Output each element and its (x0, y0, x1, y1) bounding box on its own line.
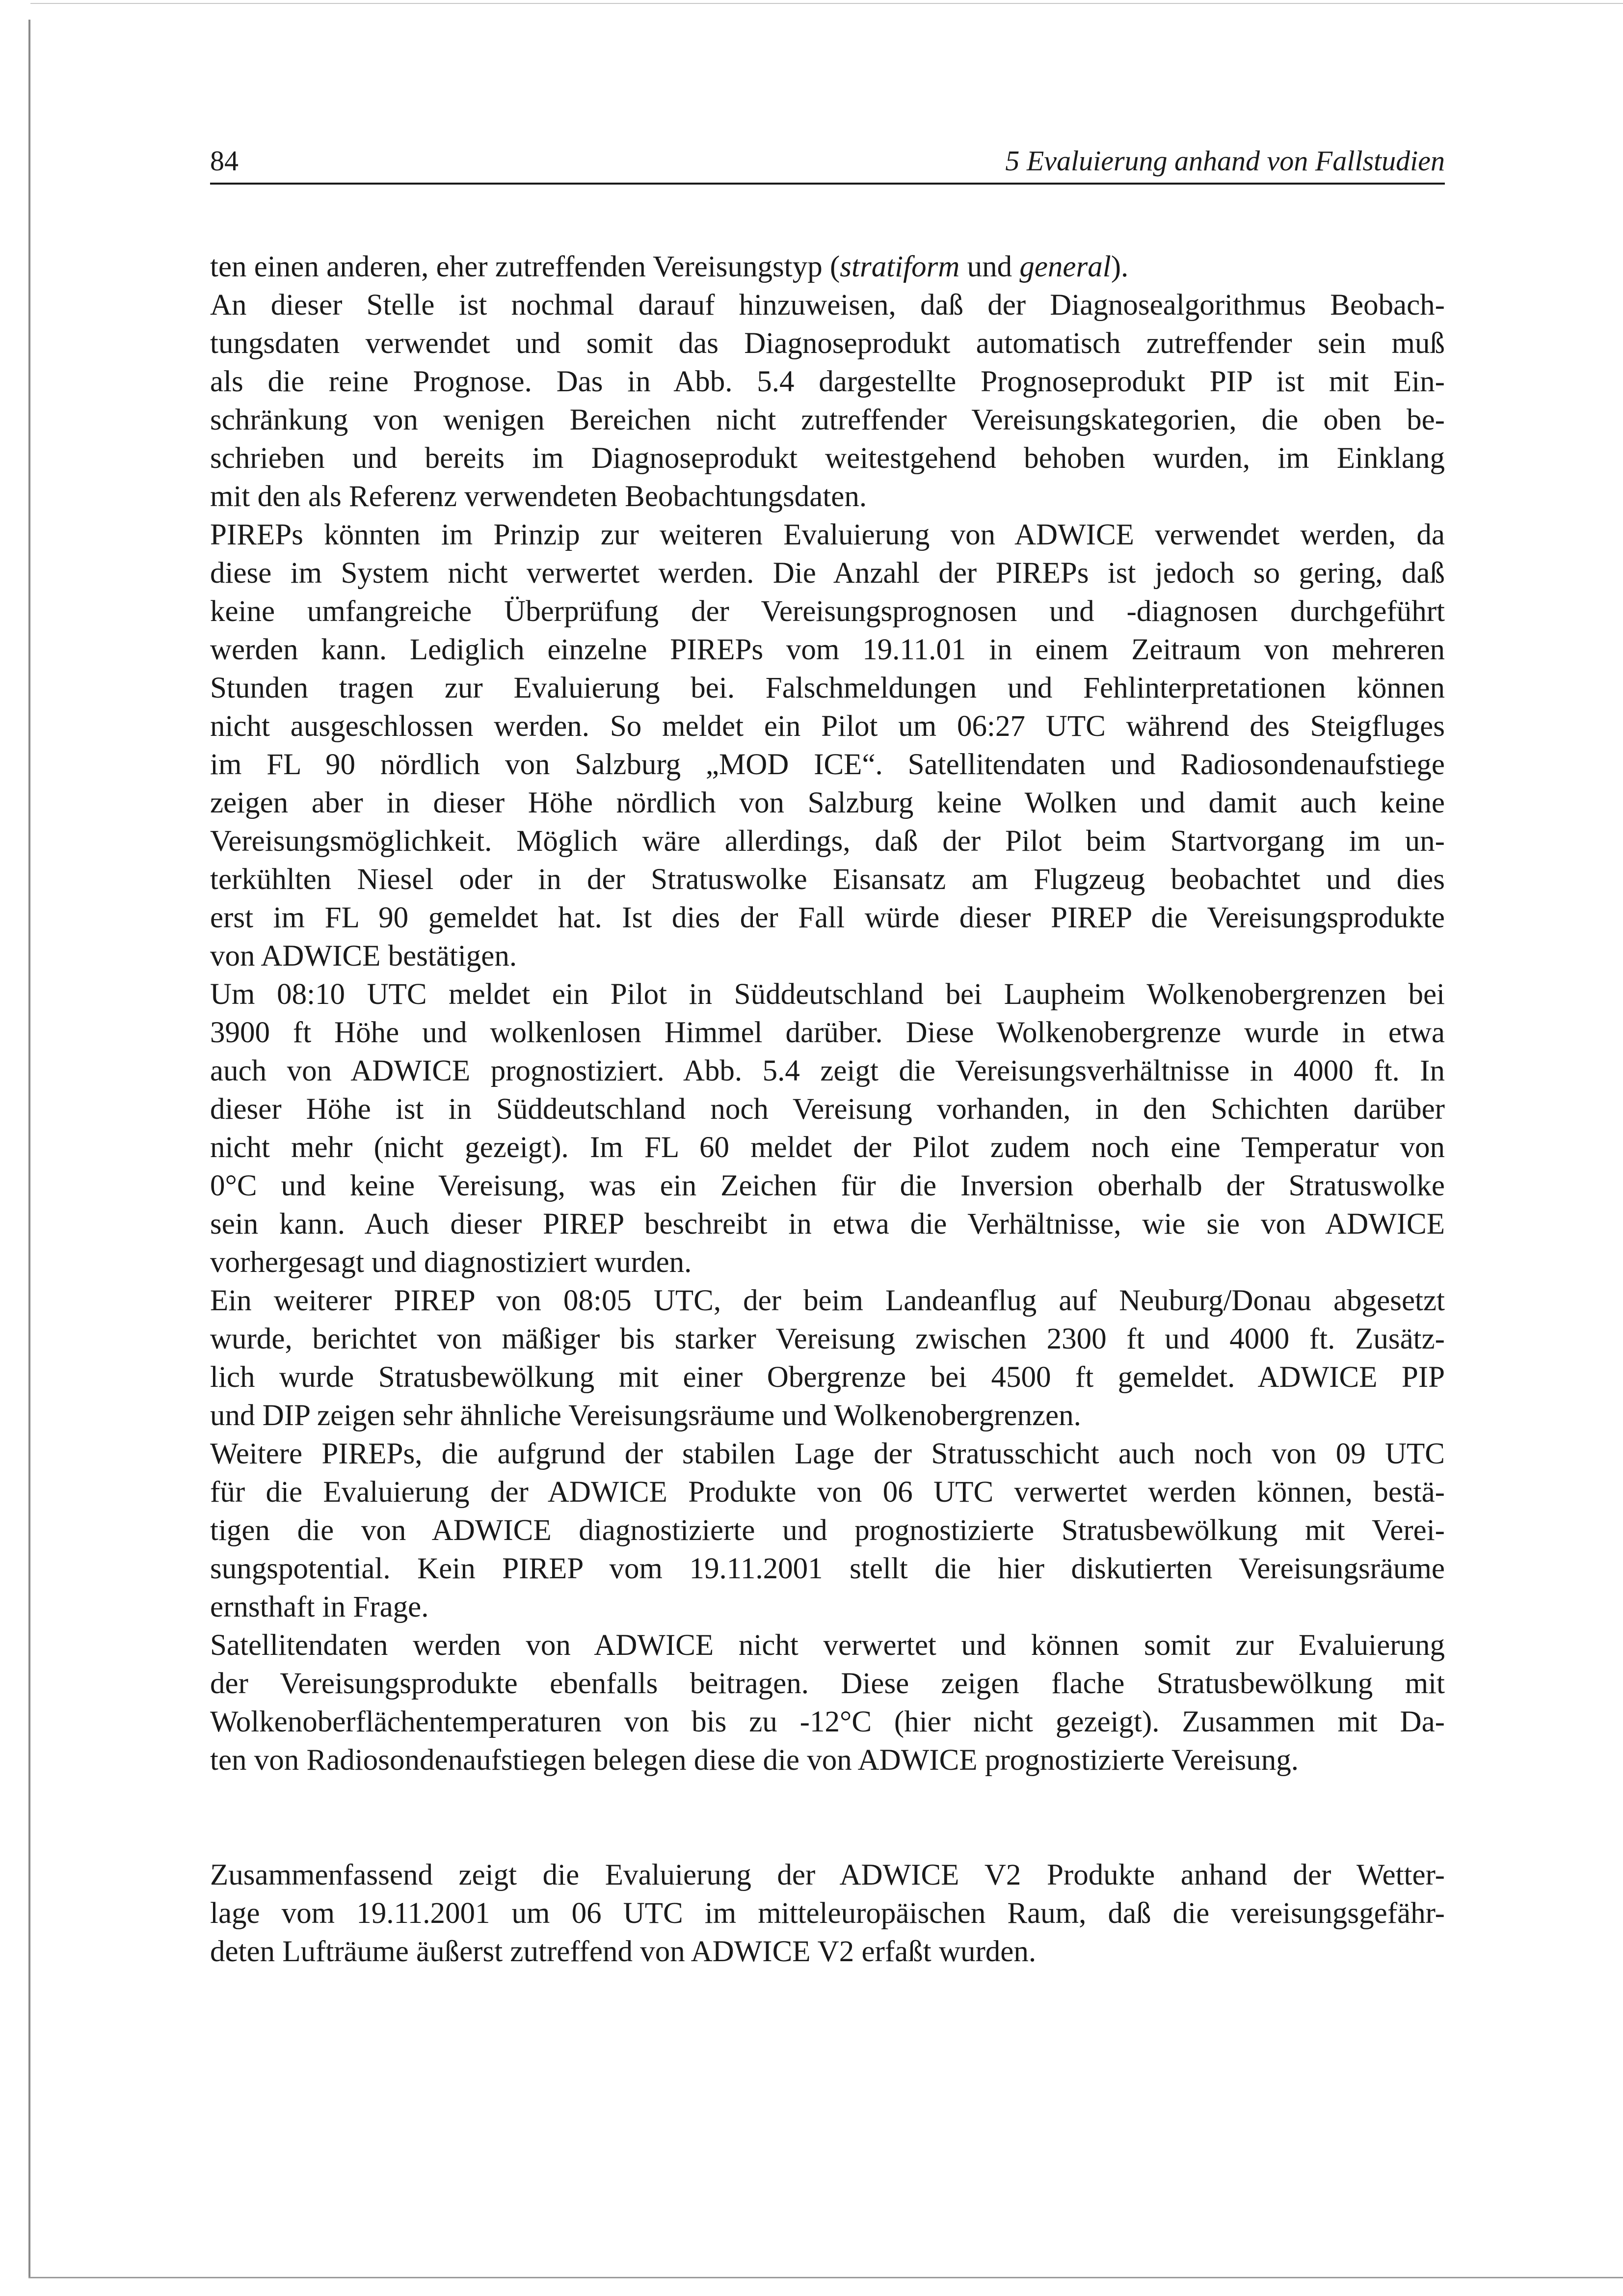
text-line: nicht ausgeschlossen werden. So meldet ein Pilot um 06:27 UTC während des Steigfluges (210, 710, 1445, 743)
text-line: Satellitendaten werden von ADWICE nicht verwertet und können somit zur Evaluierung (210, 1629, 1445, 1662)
text-line: keine umfangreiche Überprüfung der Vereisungsprognosen und -diagnosen durchgeführt (210, 595, 1445, 628)
scan-edge-bottom (28, 2277, 1623, 2278)
text-line: Ein weiterer PIREP von 08:05 UTC, der beim Landeanflug auf Neuburg/Donau abgesetzt (210, 1284, 1445, 1317)
text-line: ernsthaft in Frage. (210, 1591, 429, 1623)
page-number: 84 (210, 145, 239, 177)
scan-edge-top (30, 3, 1623, 4)
text-line: sungspotential. Kein PIREP vom 19.11.2001 stellt die hier diskutierten Vereisungsräume (210, 1552, 1445, 1585)
text-line: Wolkenoberflächentemperaturen von bis zu -12°C (hier nicht gezeigt). Zusammen mit Da- (210, 1705, 1445, 1738)
text-line: lich wurde Stratusbewölkung mit einer Obergrenze bei 4500 ft gemeldet. ADWICE PIP (210, 1361, 1445, 1394)
page-header (210, 141, 1445, 185)
text-line: auch von ADWICE prognostiziert. Abb. 5.4 zeigt die Vereisungsverhältnisse in 4000 ft. In (210, 1054, 1445, 1087)
text-line: dieser Höhe ist in Süddeutschland noch Vereisung vorhanden, in den Schichten darüber (210, 1093, 1445, 1126)
text-line: Stunden tragen zur Evaluierung bei. Falschmeldungen und Fehlinterpretationen können (210, 672, 1445, 704)
text-line: deten Lufträume äußerst zutreffend von ADWICE V2 erfaßt wurden. (210, 1935, 1037, 1968)
running-head: 5 Evaluierung anhand von Fallstudien (1005, 145, 1445, 177)
text-line: Weitere PIREPs, die aufgrund der stabilen Lage der Stratusschicht auch noch von 09 UTC (210, 1437, 1445, 1470)
text-line: mit den als Referenz verwendeten Beobachtungsdaten. (210, 480, 867, 513)
emphasis: stratiform (840, 250, 960, 283)
text-line: für die Evaluierung der ADWICE Produkte von 06 UTC verwertet werden können, bestä- (210, 1476, 1445, 1509)
text-line: Um 08:10 UTC meldet ein Pilot in Süddeutschland bei Laupheim Wolkenobergrenzen bei (210, 978, 1445, 1011)
text-line: tungsdaten verwendet und somit das Diagnoseprodukt automatisch zutreffender sein muß (210, 327, 1445, 360)
text-line: nicht mehr (nicht gezeigt). Im FL 60 meldet der Pilot zudem noch eine Temperatur von (210, 1131, 1445, 1164)
text-line: von ADWICE bestätigen. (210, 940, 517, 972)
text-line: lage vom 19.11.2001 um 06 UTC im mitteleuropäischen Raum, daß die vereisungsgefähr- (210, 1897, 1445, 1930)
text-line: schränkung von wenigen Bereichen nicht zutreffender Vereisungskategorien, die oben be- (210, 404, 1445, 436)
text-line: sein kann. Auch dieser PIREP beschreibt in etwa die Verhältnisse, wie sie von ADWICE (210, 1208, 1445, 1241)
text-line: und DIP zeigen sehr ähnliche Vereisungsräume und Wolkenobergrenzen. (210, 1399, 1081, 1432)
body-text (210, 248, 1445, 1971)
text-line: zeigen aber in dieser Höhe nördlich von Salzburg keine Wolken und damit auch keine (210, 786, 1445, 819)
text-line: ten einen anderen, eher zutreffenden Vereisungstyp (stratiform und general). (210, 250, 1129, 283)
text-line: Zusammenfassend zeigt die Evaluierung der ADWICE V2 Produkte anhand der Wetter- (210, 1859, 1445, 1891)
text-line: diese im System nicht verwertet werden. Die Anzahl der PIREPs ist jedoch so gering, daß (210, 557, 1445, 590)
text-line: wurde, berichtet von mäßiger bis starker Vereisung zwischen 2300 ft und 4000 ft. Zusätz- (210, 1323, 1445, 1355)
text-line: tigen die von ADWICE diagnostizierte und prognostizierte Stratusbewölkung mit Verei- (210, 1514, 1445, 1547)
text-line: 0°C und keine Vereisung, was ein Zeichen für die Inversion oberhalb der Stratuswolke (210, 1169, 1445, 1202)
text-line: erst im FL 90 gemeldet hat. Ist dies der Fall würde dieser PIREP die Vereisungsprodukte (210, 901, 1445, 934)
text-line: der Vereisungsprodukte ebenfalls beitragen. Diese zeigen flache Stratusbewölkung mit (210, 1667, 1445, 1700)
text-line: vorhergesagt und diagnostiziert wurden. (210, 1246, 692, 1279)
text-line: im FL 90 nördlich von Salzburg „MOD ICE“. Satellitendaten und Radiosondenaufstiege (210, 748, 1445, 781)
text-line: werden kann. Lediglich einzelne PIREPs vom 19.11.01 in einem Zeitraum von mehreren (210, 633, 1445, 666)
text-line: als die reine Prognose. Das in Abb. 5.4 dargestellte Prognoseprodukt PIP ist mit Ein- (210, 365, 1445, 398)
text-line: ten von Radiosondenaufstiegen belegen diese die von ADWICE prognostizierte Vereisung. (210, 1744, 1299, 1777)
text-line: terkühlten Niesel oder in der Stratuswolke Eisansatz am Flugzeug beobachtet und dies (210, 863, 1445, 896)
text-line: PIREPs könnten im Prinzip zur weiteren Evaluierung von ADWICE verwendet werden, da (210, 518, 1445, 551)
text-line: schrieben und bereits im Diagnoseprodukt weitestgehend behoben wurden, im Einklang (210, 442, 1445, 475)
text-line: An dieser Stelle ist nochmal darauf hinzuweisen, daß der Diagnosealgorithmus Beobach- (210, 289, 1445, 322)
scan-edge-left (28, 20, 30, 2278)
paragraph-gap (210, 1780, 1445, 1856)
text-line: 3900 ft Höhe und wolkenlosen Himmel darüber. Diese Wolkenobergrenze wurde in etwa (210, 1016, 1445, 1049)
text-line: Vereisungsmöglichkeit. Möglich wäre allerdings, daß der Pilot beim Startvorgang im un- (210, 825, 1445, 858)
emphasis: general (1019, 250, 1111, 283)
